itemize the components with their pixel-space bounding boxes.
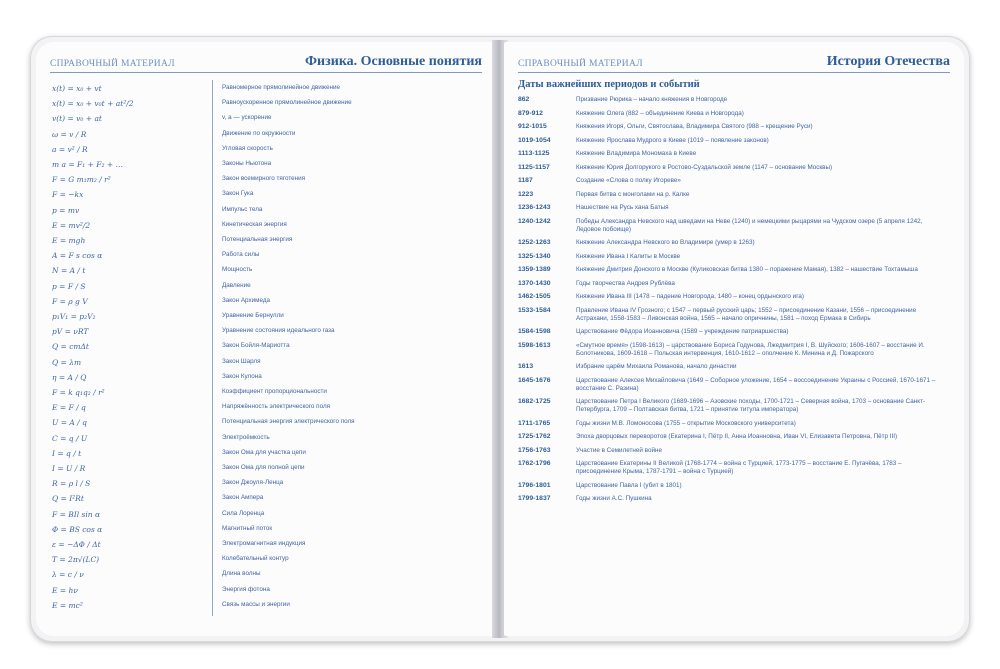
left-header-title: Физика. Основные понятия (305, 54, 482, 69)
right-header-label: СПРАВОЧНЫЙ МАТЕРИАЛ (518, 59, 643, 69)
formula-text: p = mv (52, 205, 80, 215)
formula-description: Длина волны (222, 570, 261, 578)
history-year: 1762-1796 (518, 460, 551, 467)
formula-description: Закон Ампера (222, 494, 264, 502)
history-year: 1240-1242 (518, 217, 551, 225)
history-event: Княжение Ярослава Мудрого в Киеве (1019 – появление законов) (576, 136, 769, 144)
formula-row (50, 540, 490, 554)
formula-row (50, 206, 490, 220)
formula-description: Уравнение Бернулли (222, 312, 284, 319)
formula-text: p₁V₁ = p₂V₂ (52, 312, 96, 321)
formula-text: C = q / U (52, 433, 88, 443)
formula-text: x(t) = x₀ + v₀t + at²/2 (52, 99, 134, 109)
history-year: 1584-1598 (518, 328, 551, 335)
formula-text: p = F / S (52, 281, 86, 291)
formula-description: Мощность (222, 266, 253, 274)
history-event: Избрание царём Михаила Романова, начало династии (576, 363, 737, 370)
formula-row (50, 510, 490, 524)
history-year: 1359-1389 (518, 266, 551, 273)
formula-text: F = ρ g V (52, 296, 88, 306)
left-page-header (50, 50, 482, 73)
formula-description: Равноускоренное прямолинейное движение (222, 99, 352, 107)
history-event: Создание «Слова о полку Игореве» (576, 177, 681, 184)
history-event: Победы Александра Невского над шведами на Неве (1240) и немецкими рыцарями на Чудском озере (5 апреля 1242, Ледовое побоище) (576, 217, 923, 233)
formula-row (50, 84, 490, 98)
history-event: Участие в Семилетней войне (576, 446, 662, 454)
formula-row (50, 403, 490, 417)
formula-description: Электромагнитная индукция (222, 540, 306, 547)
formula-description: v, a — ускорение (222, 114, 272, 122)
history-year: 1682-1725 (518, 398, 551, 405)
formula-description: Угловая скорость (222, 144, 273, 152)
formula-text: I = U / R (52, 464, 86, 473)
formula-description: Давление (222, 281, 251, 289)
formula-description: Напряжённость электрического поля (222, 403, 331, 411)
formula-description: Закон Джоуля-Ленца (222, 479, 284, 487)
history-year: 1019-1054 (518, 136, 551, 144)
formula-text: Q = λm (52, 357, 82, 367)
history-event: Княжение Владимира Мономаха в Киеве (576, 150, 697, 157)
history-year: 1223 (518, 190, 534, 198)
right-header-title: История Отечества (826, 54, 950, 69)
formula-description: Закон Ома для участка цепи (222, 448, 306, 456)
history-event: Царствование Петра I Великого (1689-1696 – Азовские походы, 1700-1721 – Северная война, 1703 – основание Санкт-Петербурга, 1709 – Полтавская битва, 1721 – принятие титула императора) (576, 398, 926, 413)
formula-description: Закон Ома для полной цепи (222, 464, 305, 471)
formula-description: Энергия фотона (222, 585, 270, 593)
formula-text: A = F s cos α (52, 251, 103, 261)
history-year: 1370-1430 (518, 279, 551, 287)
formula-description: Закон Кулона (222, 372, 262, 380)
formula-row (50, 555, 490, 569)
history-year: 1645-1676 (518, 376, 551, 384)
history-year: 1125-1157 (518, 163, 550, 171)
formula-row (50, 236, 490, 250)
history-event: Царствование Павла I (убит в 1801) (576, 481, 682, 489)
formula-row (50, 570, 490, 584)
history-year: 1613 (518, 363, 534, 370)
formula-row (50, 388, 490, 402)
history-year: 1711-1765 (518, 419, 551, 427)
history-event: Княжение Юрия Долгорукого в Ростово-Суздальской земле (1147 – основание Москвы) (576, 163, 833, 171)
formula-row (50, 114, 490, 128)
formula-row (50, 190, 490, 204)
formula-text: Φ = BS cos α (52, 524, 103, 534)
history-year: 1325-1340 (518, 252, 551, 260)
history-year: 1462-1505 (518, 293, 551, 300)
history-event: Царствование Екатерины II Великой (1768-1774 – война с Турцией, 1773-1775 – восстание Е. Пугачёва, 1783 – присоединение Крыма, 1787-1791 – война с Турцией) (576, 460, 902, 475)
history-event: Царствование Фёдора Иоанновича (1589 – учреждение патриаршества) (576, 328, 789, 335)
formula-description: Колебательный контур (222, 555, 289, 563)
right-page (504, 42, 964, 636)
right-page-header (518, 50, 950, 73)
formula-text: λ = c / ν (52, 570, 84, 580)
formula-row (50, 342, 490, 356)
formula-text: F = BIl sin α (52, 509, 101, 519)
history-event: Правление Ивана IV Грозного; с 1547 – первый русский царь; 1552 – присоединение Казани, 1556 – присоединение Астрахани, 1558-1583 – Ливонская война, 1565 – начало опричнины, 1581 – поход Ермака в Сибирь (576, 306, 917, 322)
formula-row (50, 327, 490, 341)
formula-text: x(t) = x₀ + vt (52, 84, 102, 93)
history-year: 1533-1584 (518, 306, 551, 314)
formula-text: E = mgh (52, 236, 86, 245)
history-year: 1252-1263 (518, 239, 551, 246)
formula-description: Закон всемирного тяготения (222, 175, 306, 183)
formula-text: I = q / t (52, 448, 82, 458)
formula-row (50, 160, 490, 174)
formula-text: η = A / Q (52, 372, 87, 382)
formula-text: pV = νRT (52, 327, 89, 337)
history-event: Нашествие на Русь хана Батыя (576, 204, 669, 211)
history-event: Княжения Игоря, Ольги, Святослава, Владимира Святого (988 – крещение Руси) (576, 123, 813, 130)
formula-description: Законы Ньютона (222, 160, 272, 167)
formula-description: Потенциальная энергия электрического поля (222, 418, 355, 426)
left-header-label: СПРАВОЧНЫЙ МАТЕРИАЛ (50, 59, 175, 69)
formula-description: Электроёмкость (222, 433, 270, 441)
formula-text: a = v² / R (52, 144, 88, 154)
formula-row (50, 358, 490, 372)
history-event: Княжение Дмитрия Донского в Москве (Куликовская битва 1380 – поражение Мамая), 1382 – нашествие Тохтамыша (576, 266, 918, 273)
formula-description: Импульс тела (222, 205, 263, 213)
formula-text: F = G m₁m₂ / r² (52, 175, 111, 185)
history-year: 1796-1801 (518, 481, 551, 489)
formula-description: Сила Лоренца (222, 509, 265, 517)
history-year: 1236-1243 (518, 204, 551, 211)
formula-text: ω = v / R (52, 129, 87, 139)
formula-description: Закон Гука (222, 190, 254, 198)
formula-row (50, 282, 490, 296)
formula-text: Q = I²Rt (52, 494, 84, 504)
formula-row (50, 449, 490, 463)
formula-row (50, 479, 490, 493)
formula-row (50, 130, 490, 144)
left-page (36, 42, 496, 636)
formula-text: F = −kx (52, 190, 84, 200)
formula-text: N = A / t (52, 266, 86, 276)
formula-row (50, 266, 490, 280)
formula-description: Кинетическая энергия (222, 220, 287, 228)
formula-description: Уравнение состояния идеального газа (222, 327, 335, 335)
formula-row (50, 525, 490, 539)
history-year: 912-1015 (518, 123, 547, 130)
formula-description: Связь массы и энергии (222, 600, 290, 608)
formula-text: T = 2π√(LC) (52, 555, 100, 565)
history-event: Годы жизни М.В. Ломоносова (1755 – открытие Московского университета) (576, 419, 796, 427)
formula-text: ε = −ΔΦ / Δt (52, 540, 101, 549)
formula-text: F = k q₁q₂ / r² (52, 388, 105, 397)
formula-description: Равномерное прямолинейное движение (222, 84, 340, 91)
history-year: 1756-1763 (518, 446, 551, 454)
formula-description: Закон Архимеда (222, 296, 271, 304)
formula-description: Работа силы (222, 251, 260, 259)
formula-description: Коэффициент пропорциональности (222, 388, 327, 395)
formula-description: Потенциальная энергия (222, 236, 293, 243)
formula-text: E = F / q (52, 403, 86, 413)
history-event: Первая битва с монголами на р. Калке (576, 190, 690, 198)
formula-row (50, 434, 490, 448)
formula-row (50, 464, 490, 478)
history-event: «Смутное время» (1598-1613) – царствование Бориса Годунова, Лжедмитрия I, В. Шуйского; 1606-1607 – восстание И. Болотникова, 1609-1618 – Польская интервенция, 1610-1612 – ополчение К. Минина и Д. Пожарского (576, 341, 925, 357)
history-year: 879-912 (518, 109, 543, 117)
formula-row (50, 175, 490, 189)
formula-row (50, 312, 490, 326)
formula-description: Закон Шарля (222, 357, 261, 365)
formula-row (50, 145, 490, 159)
formula-row (50, 373, 490, 387)
formula-row (50, 221, 490, 235)
formula-row (50, 494, 490, 508)
history-year: 862 (518, 96, 530, 103)
history-event: Княжение Ивана III (1478 – падение Новгорода, 1480 – конец ордынского ига) (576, 293, 804, 300)
formula-text: Q = cmΔt (52, 342, 89, 352)
formula-row (50, 99, 490, 113)
history-event: Годы жизни А.С. Пушкина (576, 495, 652, 502)
history-year: 1598-1613 (518, 341, 551, 349)
formula-text: E = hν (52, 585, 78, 595)
formula-description: Закон Бойля-Мариотта (222, 342, 290, 350)
formula-row (50, 586, 490, 600)
formula-description: Движение по окружности (222, 129, 296, 137)
history-event: Годы творчества Андрея Рублёва (576, 279, 675, 287)
formula-row (50, 251, 490, 265)
history-year: 1187 (518, 177, 533, 184)
history-section-title: Даты важнейших периодов и событий (518, 79, 700, 90)
formula-row (50, 601, 490, 615)
formula-text: U = A / q (52, 418, 87, 428)
notebook-spread (30, 36, 970, 642)
formula-text: v(t) = v₀ + at (52, 114, 102, 124)
formula-text: E = mv²/2 (52, 220, 91, 230)
formula-text: E = mc² (52, 600, 83, 610)
history-year: 1725-1762 (518, 433, 551, 440)
history-event: Эпоха дворцовых переворотов (Екатерина I, Пётр II, Анна Иоанновна, Иван VI, Елизавета Петровна, Пётр III) (576, 433, 898, 440)
history-year: 1113-1125 (518, 150, 550, 157)
history-event: Княжение Александра Невского во Владимире (умер в 1263) (576, 239, 755, 246)
formula-row (50, 418, 490, 432)
formula-row (50, 297, 490, 311)
formula-text: R = ρ l / S (52, 479, 91, 489)
history-year: 1799-1837 (518, 495, 551, 502)
history-event: Княжение Олега (882 – объединение Киева и Новгорода) (576, 109, 744, 117)
history-event: Призвание Рюрика – начало княжения в Новгороде (576, 96, 728, 103)
formula-text: m a = F₁ + F₂ + … (52, 160, 124, 169)
formula-description: Магнитный поток (222, 524, 273, 532)
history-event: Княжение Ивана I Калиты в Москве (576, 252, 681, 260)
history-event: Царствование Алексея Михайловича (1649 – Соборное уложение, 1654 – воссоединение Украины с Россией, 1670-1671 – восстание С. Разина) (576, 376, 936, 392)
